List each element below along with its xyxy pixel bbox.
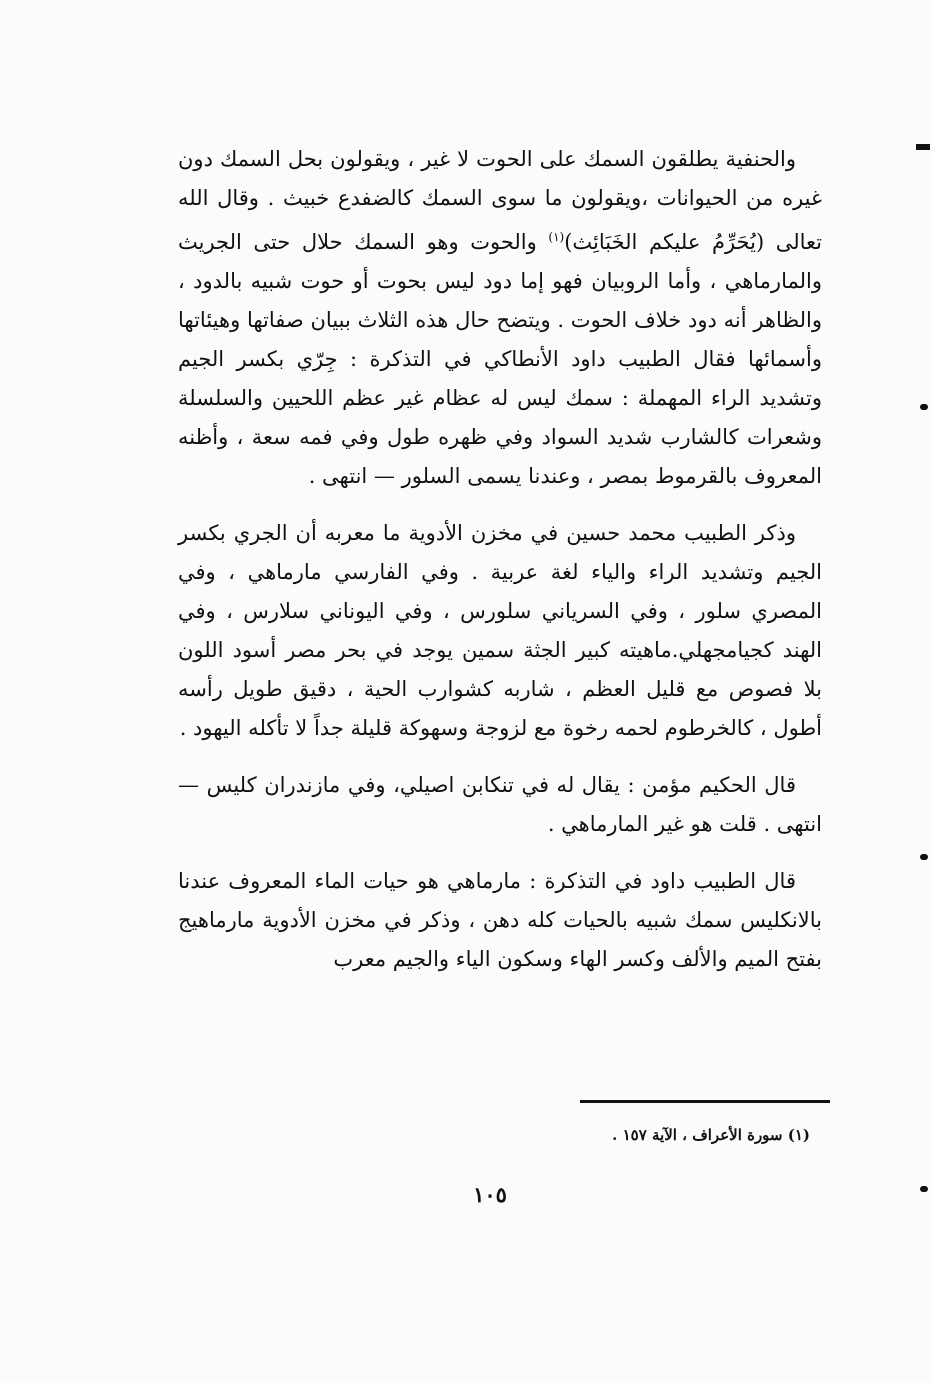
footnote-reference: (١) (548, 230, 565, 244)
paragraph-3: قال الحكيم مؤمن : يقال له في تنكابن اصيلي، وفي مازندران كليس — انتهى . قلت هو غير المارماهي . (178, 773, 822, 836)
page-number: ١٠٥ (473, 1182, 507, 1207)
scan-mark (920, 854, 928, 860)
paragraph-1-text-after: والحوت وهو السمك حلال حتى الجريث والمارماهي ، وأما الروبيان فهو إما دود ليس بحوت أو حوت شبيه بالدود ، والظاهر أنه دود خلاف الحوت . ويتضح حال هذه الثلاث ببيان صفاتها وهيئاتها وأسمائها فقال الطبيب داود الأنطاكي في التذكرة : جِرّي بكسر الجيم وتشديد الراء المهملة : سمك ليس له عظام غير عظم اللحيين والسلسلة وشعرات كالشارب شديد السواد وفي ظهره طول وفي فمه سعة ، وأظنه المعروف بالقرموط بمصر ، وعندنا يسمى السلور — انتهى . (178, 230, 822, 488)
body-text (178, 140, 822, 997)
scan-mark (916, 144, 930, 150)
paragraph-4: قال الطبيب داود في التذكرة : مارماهي هو حيات الماء المعروف عندنا بالانكليس سمك شبيه بالحيات كله دهن ، وذكر في مخزن الأدوية مارماهيج بفتح الميم والألف وكسر الهاء وسكون الياء والجيم معرب (178, 869, 822, 971)
paragraph-1 (178, 140, 822, 496)
paragraph-2: وذكر الطبيب محمد حسين في مخزن الأدوية ما معربه أن الجري بكسر الجيم وتشديد الراء والياء لغة عربية . وفي الفارسي مارماهي ، وفي المصري سلور ، وفي السرياني سلورس ، وفي اليوناني سلارس ، وفي الهند كجيامجهلي.ماهيته كبير الجثة سمين يوجد في بحر مصر أسود اللون بلا فصوص مع قليل العظم ، شاربه كشوارب الحية ، دقيق طويل رأسه أطول ، كالخرطوم لحمه رخوة مع لزوجة وسهوكة قليلة جداً لا تأكله اليهود . (178, 521, 822, 740)
footnote-divider (580, 1100, 830, 1103)
scan-mark (920, 1186, 928, 1192)
scan-mark (920, 404, 928, 410)
footnote: (١) سورة الأعراف ، الآية ١٥٧ . (612, 1126, 810, 1144)
paragraph-1-text-before: والحنفية يطلقون السمك على الحوت لا غير ، ويقولون بحل السمك دون غيره من الحيوانات ،ويقولون ما سوى السمك كالضفدع خبيث . وقال الله تعالى (يُحَرِّمُ عليكم الخَبَائِث) (178, 147, 822, 254)
